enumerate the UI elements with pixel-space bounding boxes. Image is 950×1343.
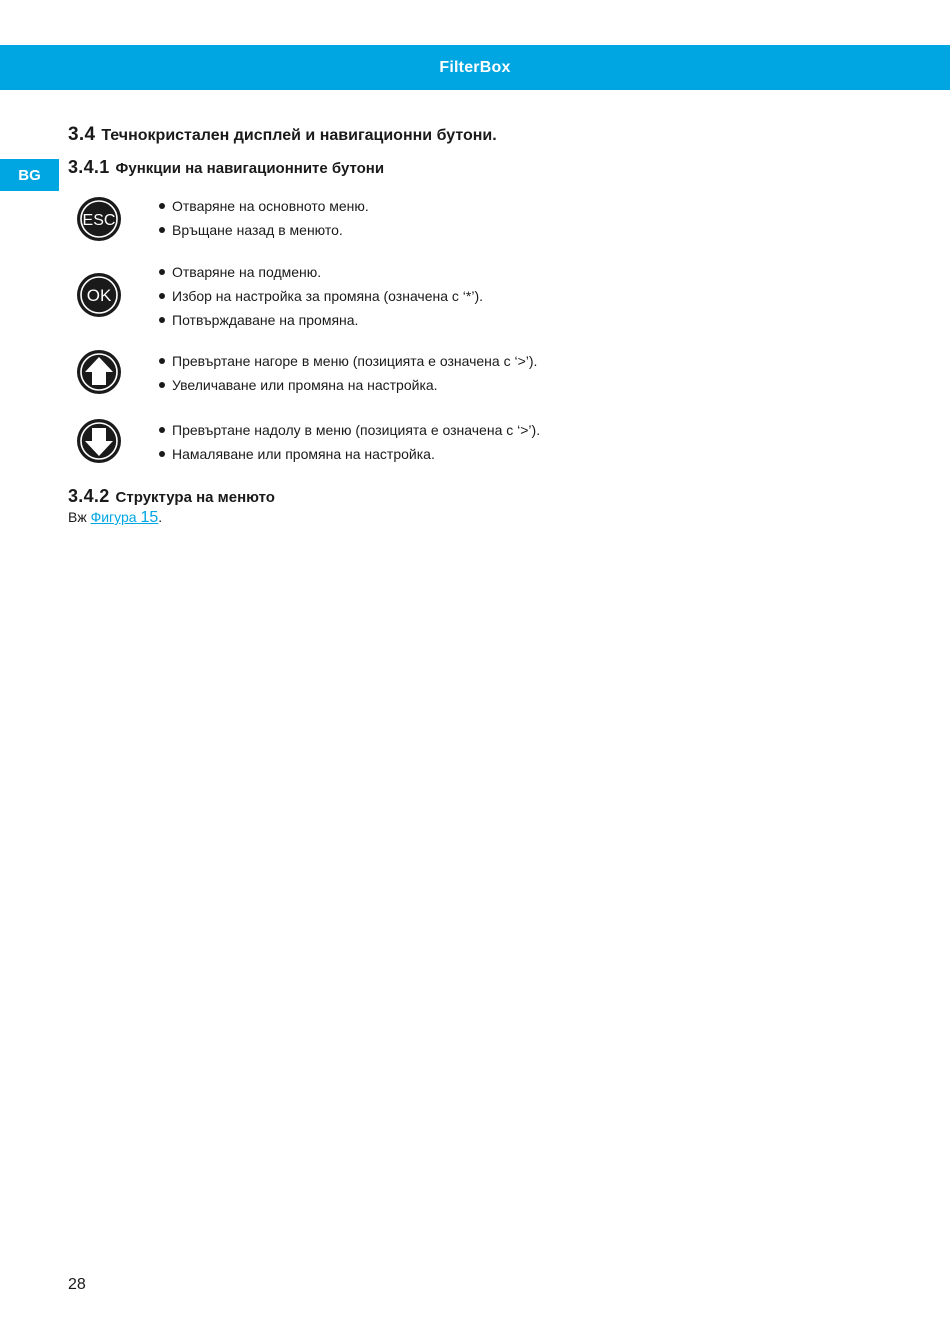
- figure-reference: [68, 509, 162, 527]
- subsection-title: Структура на менюто: [115, 489, 275, 506]
- list-item: Превъртане нагоре в меню (позицията е означена с ‘>’).: [158, 349, 537, 373]
- reference-prefix: Вж: [68, 509, 87, 525]
- subsection-number: 3.4.2: [68, 486, 110, 506]
- list-item: Отваряне на основното меню.: [158, 194, 369, 218]
- list-item: Превъртане надолу в меню (позицията е означена с ‘>’).: [158, 418, 540, 442]
- list-item: Връщане назад в менюто.: [158, 218, 369, 242]
- header-title: FilterBox: [439, 58, 511, 76]
- figure-link-number: 15: [140, 509, 159, 526]
- subsection-heading-navigation-buttons: [68, 157, 384, 178]
- list-item: Намаляване или промяна на настройка.: [158, 442, 540, 466]
- arrow-down-bullet-list: [158, 418, 540, 466]
- subsection-heading-menu-structure: [68, 486, 275, 507]
- language-tab: BG: [0, 159, 59, 191]
- list-item: Избор на настройка за промяна (означена с ‘*’).: [158, 284, 483, 308]
- section-heading: [68, 124, 497, 146]
- ok-bullet-list: [158, 260, 483, 332]
- page-number: 28: [68, 1276, 86, 1293]
- esc-label: ESC: [82, 212, 116, 229]
- reference-suffix: .: [158, 509, 163, 525]
- arrow-up-bullet-list: [158, 349, 537, 397]
- ok-button-icon: [76, 272, 122, 318]
- figure-link-text: Фигура: [90, 509, 137, 525]
- arrow-up-button-icon: [76, 349, 122, 395]
- esc-button-icon: [76, 196, 122, 242]
- figure-link[interactable]: [91, 509, 159, 525]
- subsection-number: 3.4.1: [68, 157, 110, 177]
- arrow-down-button-icon: [76, 418, 122, 464]
- section-title: Течнокристален дисплей и навигационни бутони.: [101, 127, 497, 144]
- list-item: Отваряне на подменю.: [158, 260, 483, 284]
- list-item: Увеличаване или промяна на настройка.: [158, 373, 537, 397]
- subsection-title: Функции на навигационните бутони: [115, 160, 385, 177]
- section-number: 3.4: [68, 124, 96, 145]
- list-item: Потвърждаване на промяна.: [158, 308, 483, 332]
- header-bar: [0, 45, 950, 90]
- esc-bullet-list: [158, 194, 369, 242]
- ok-label: OK: [86, 286, 112, 305]
